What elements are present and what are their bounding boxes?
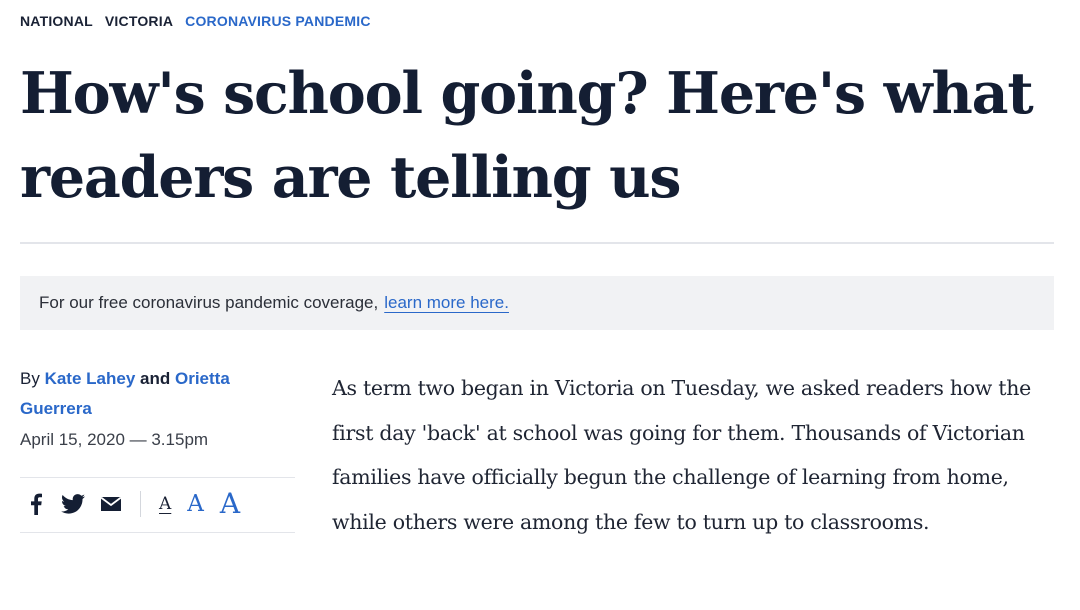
share-separator xyxy=(140,491,141,517)
headline-line-2: readers are telling us xyxy=(20,144,681,211)
share-divider-bottom xyxy=(20,532,295,533)
learn-more-link[interactable]: learn more here. xyxy=(384,293,509,312)
article-body-paragraph: As term two began in Victoria on Tuesday, we asked readers how the first day 'back' at school was going for them. Thousands of Victorian families have officially begun the challenge of learning from home, while others were among the few to turn up to classrooms. xyxy=(332,376,1031,534)
headline-line-1: How's school going? Here's what xyxy=(20,60,1033,127)
byline-prefix: By xyxy=(20,369,40,388)
breadcrumb xyxy=(20,13,371,29)
author-link-kate-lahey[interactable]: Kate Lahey xyxy=(44,369,136,388)
headline-divider xyxy=(20,242,1054,244)
coverage-banner xyxy=(20,276,1054,330)
byline xyxy=(20,364,270,424)
email-icon[interactable] xyxy=(100,496,122,512)
twitter-icon[interactable] xyxy=(61,494,85,514)
author-link-orietta-guerrera[interactable]: Orietta Guerrera xyxy=(20,369,230,418)
share-divider-top xyxy=(20,477,295,478)
banner-text: For our free coronavirus pandemic coverage, xyxy=(39,293,379,312)
breadcrumb-victoria[interactable]: VICTORIA xyxy=(104,13,174,29)
facebook-icon[interactable] xyxy=(30,493,42,515)
byline-conjunction: and xyxy=(140,369,171,388)
article-page xyxy=(20,0,1056,610)
breadcrumb-national[interactable]: NATIONAL xyxy=(20,13,93,29)
article-headline xyxy=(20,52,1056,220)
font-size-small-button[interactable]: A xyxy=(159,493,172,514)
share-toolbar xyxy=(30,486,240,522)
publish-date: April 15, 2020 — 3.15pm xyxy=(20,430,209,449)
breadcrumb-coronavirus-pandemic[interactable]: CORONAVIRUS PANDEMIC xyxy=(185,13,371,29)
font-size-medium-button[interactable]: A xyxy=(187,490,204,517)
font-size-large-button[interactable]: A xyxy=(219,487,241,520)
